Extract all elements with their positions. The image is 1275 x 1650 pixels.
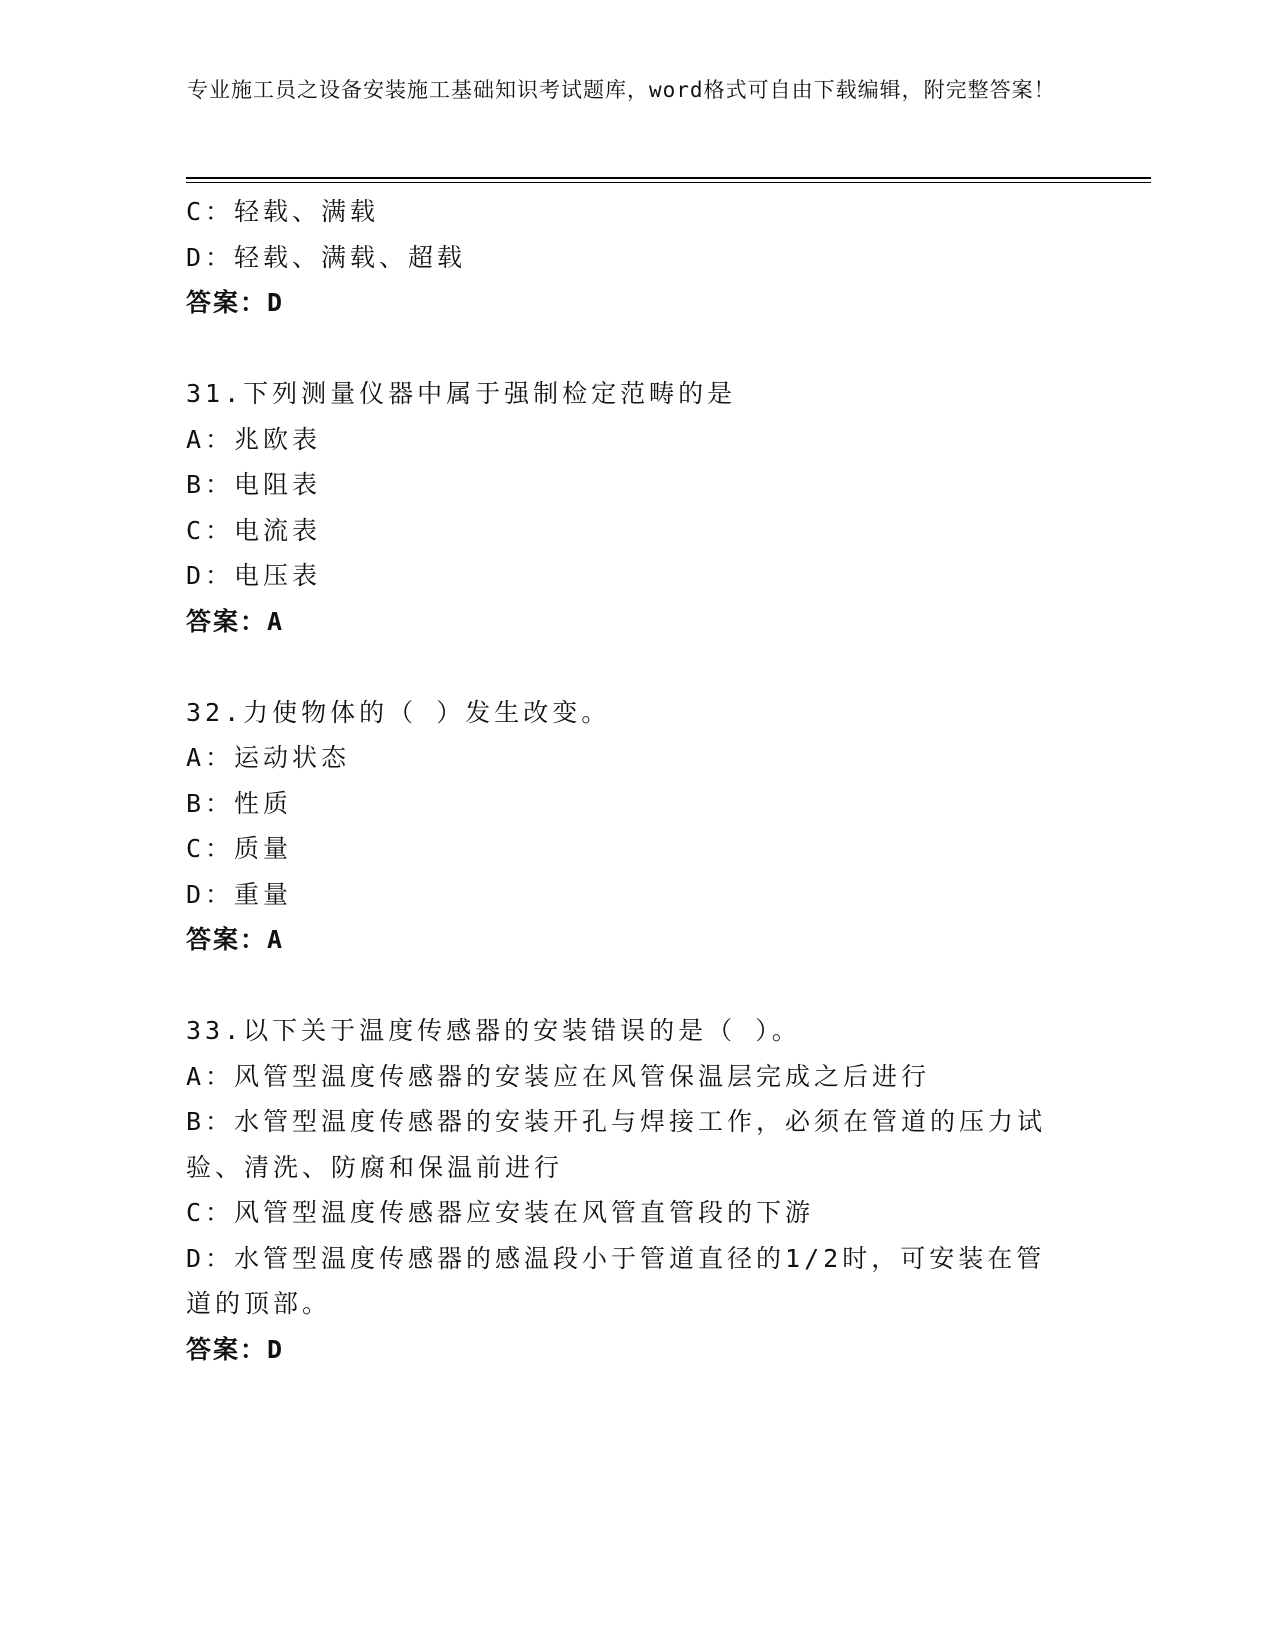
option-b: B：性质 bbox=[186, 788, 293, 818]
question-30-tail bbox=[186, 189, 1086, 326]
document-header: 专业施工员之设备安装施工基础知识考试题库，word格式可自由下载编辑，附完整答案！ bbox=[187, 78, 1056, 102]
option-d: D：水管型温度传感器的感温段小于管道直径的1/2时，可安装在管道的顶部。 bbox=[186, 1243, 1046, 1318]
spacer bbox=[186, 326, 1086, 372]
option-b: B：电阻表 bbox=[186, 470, 322, 499]
question-stem: 31.下列测量仪器中属于强制检定范畴的是 bbox=[186, 379, 737, 408]
option-a: A：兆欧表 bbox=[186, 424, 322, 454]
option-c: C：电流表 bbox=[186, 515, 322, 545]
answer-line: 答案：D bbox=[186, 288, 285, 317]
option-c: C：质量 bbox=[186, 834, 293, 863]
spacer bbox=[186, 963, 1086, 1009]
option-a: A：风管型温度传感器的安装应在风管保温层完成之后进行 bbox=[186, 1061, 931, 1091]
question-32 bbox=[186, 690, 1086, 963]
spacer bbox=[186, 644, 1086, 690]
option-d: D：轻载、满载、超载 bbox=[186, 242, 467, 272]
question-list bbox=[186, 189, 1086, 1372]
option-c: C：风管型温度传感器应安装在风管直管段的下游 bbox=[186, 1198, 815, 1227]
answer-line: 答案：A bbox=[186, 925, 285, 954]
question-stem: 32.力使物体的（ ）发生改变。 bbox=[186, 697, 611, 727]
option-c: C：轻载、满载 bbox=[186, 197, 380, 226]
option-d: D：重量 bbox=[186, 879, 293, 909]
answer-line: 答案：D bbox=[186, 1334, 285, 1364]
question-33 bbox=[186, 1008, 1086, 1372]
option-b: B：水管型温度传感器的安装开孔与焊接工作，必须在管道的压力试验、清洗、防腐和保温前进行 bbox=[186, 1107, 1047, 1182]
question-stem: 33.以下关于温度传感器的安装错误的是（ ）。 bbox=[186, 1016, 801, 1045]
option-d: D：电压表 bbox=[186, 561, 322, 590]
option-a: A：运动状态 bbox=[186, 743, 351, 772]
header-divider-thin bbox=[186, 182, 1151, 183]
answer-line: 答案：A bbox=[186, 606, 285, 636]
header-divider-thick bbox=[186, 177, 1151, 179]
question-31 bbox=[186, 371, 1086, 644]
